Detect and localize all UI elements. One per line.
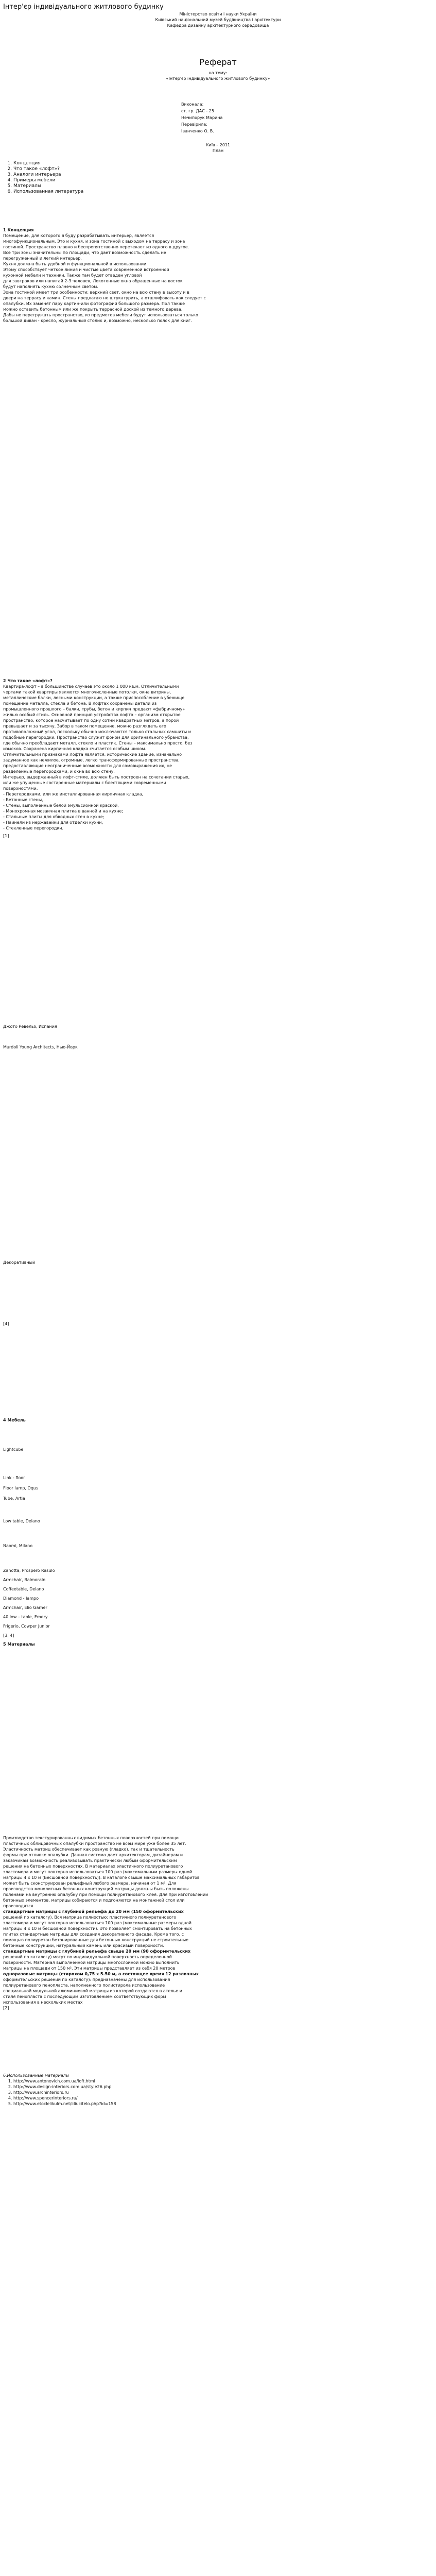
materials-line: матрицы 4 x 10 м (Бесшовной поверхность)). В каталоге свыше максимальных габаритов bbox=[3, 1875, 200, 1880]
loft-line: противоположный угол, поскольку обычно исключаются только стальных самшиты и bbox=[3, 730, 191, 734]
materials-reference: [2] bbox=[3, 2006, 9, 2010]
toc-item: 3. Аналоги интерьера bbox=[13, 172, 430, 178]
furniture-item-label: Link - floor bbox=[3, 1476, 25, 1480]
ministry-line: Міністерство освіти і науки України bbox=[179, 12, 257, 16]
reviewer-name: Іванченко О. В. bbox=[181, 129, 214, 133]
loft-line: где обычно преобладают металл, стекло и пластик. Стены – максимально просто, без bbox=[3, 741, 193, 745]
furniture-item-label: Frigerio, Cowper Junior bbox=[3, 1624, 50, 1629]
literature-link[interactable]: 2. http://www.design-interiors.com.ua/style26.php bbox=[13, 2084, 430, 2090]
toc-item: 4. Примеры мебели bbox=[13, 178, 430, 183]
concept-line: будут наполнять кухню солнечным светом. bbox=[3, 284, 98, 289]
materials-line: помощью полиуретан бетонированные для бетонных конструкций не строительные bbox=[3, 1938, 189, 1942]
loft-line: пространство, которое насчитывает по одну сотни квадратных метров, а порой bbox=[3, 718, 179, 723]
loft-line: предоставляющие неограниченные возможности для самовыражения их, не bbox=[3, 764, 172, 768]
city-year: Київ – 2011 bbox=[205, 143, 231, 147]
analogs-caption-2 bbox=[3, 1044, 430, 1050]
concept-section bbox=[3, 227, 430, 324]
loft-line: - Перегородками, или же инсталлированная кирпичная кладка, bbox=[3, 792, 144, 796]
materials-line: использования в нескольких местах bbox=[3, 2000, 83, 2005]
plan-label: План bbox=[212, 148, 224, 153]
materials-line: стандартные матрицы с глубиной рельефа до 20 мм (150 оформительских bbox=[3, 1909, 184, 1914]
loft-line: - Стекленные перегородки. bbox=[3, 826, 64, 831]
concept-line: двери на террасу и камин. Стены предлагаю не штукатурить, а отшлифовать как следует с bbox=[3, 296, 206, 300]
furniture-item bbox=[3, 1568, 430, 1573]
university-line: Київський національний музей будівництва і архітектури bbox=[155, 18, 281, 22]
loft-line: или же упущенные состаренные материалы с блестящими современными bbox=[3, 781, 166, 785]
furniture-item-label: Armchair, Elio Garner bbox=[3, 1605, 47, 1610]
materials-line: бетонных элементов, матрицы собираются и подгоняются на монтажной стол или bbox=[3, 1898, 185, 1903]
materials-line: решения на бетонных поверхностях. В материалах эластичного полиуретанового bbox=[3, 1864, 183, 1869]
materials-line: заказчикам возможность реализовывать практически любым оформительским bbox=[3, 1858, 177, 1863]
analog-caption: Murdoli Young Architects, Нью-Йорк bbox=[3, 1045, 78, 1049]
literature-heading: 6.Использованные материалы bbox=[3, 2073, 69, 2078]
loft-line: - Паинели из нержавейки для отделки кухни; bbox=[3, 820, 103, 825]
loft-reference: [1] bbox=[3, 834, 9, 838]
furniture-item bbox=[3, 1614, 430, 1620]
furniture-section bbox=[3, 1417, 430, 1423]
materials-line: оформительских решений по каталогу): предназначены для использования bbox=[3, 1977, 170, 1982]
materials-line: решений по каталогу). Вся матрица полностью: пластичного полиуретанового bbox=[3, 1915, 177, 1920]
loft-line: изысков. Сохранена кирпичная кладка считается особым шиком. bbox=[3, 747, 147, 751]
loft-line: Отличительными признаками лофта является: исторические здание, изначально bbox=[3, 752, 182, 757]
materials-line: пластичных облицовочных опалубки пространство не всем мире уже более 35 лет. bbox=[3, 1841, 186, 1846]
cover-title-block bbox=[0, 58, 436, 81]
analogs-section bbox=[3, 1024, 430, 1029]
furniture-heading: 4 Мебель bbox=[3, 1418, 26, 1422]
loft-line: жилью особый стиль. Основной принцип устройства лофта – организм открытое bbox=[3, 713, 181, 717]
toc-item: 5. Материалы bbox=[13, 183, 430, 189]
materials-line: поленами на внутренню опалубку при помощи полиуретанового клея. Для при изготовлении bbox=[3, 1892, 208, 1897]
furniture-item-label: Coffeetable, Delano bbox=[3, 1587, 44, 1591]
furniture-item bbox=[3, 1596, 430, 1601]
materials-line: эластомера и могут повторно использоваться 100 раз (максимальные размеры одной bbox=[3, 1921, 191, 1925]
furniture-item-label: Zanotta, Prospero Rasulo bbox=[3, 1568, 55, 1573]
furniture-item-label: Floor lamp, Oqus bbox=[3, 1486, 39, 1490]
furniture-item bbox=[3, 1496, 430, 1501]
furniture-item bbox=[3, 1605, 430, 1611]
loft-line: разделенные перегородками, и окна во всю стену. bbox=[3, 769, 115, 774]
furniture-item bbox=[3, 1543, 430, 1549]
loft-line: подобные перегородки. Пространство служит фоном для оригинального убранства, bbox=[3, 735, 189, 740]
checked-label: Перевірила: bbox=[181, 122, 207, 127]
loft-line: - Монохромная мозаичная плитка в ванной и на кухне; bbox=[3, 809, 124, 814]
furniture-item-label: Lightcube bbox=[3, 1447, 24, 1452]
materials-line: производятся bbox=[3, 1904, 33, 1908]
materials-heading-block bbox=[3, 1641, 430, 1647]
concept-line: гостиной. Пространство плавно и беспрепятственно перетекает из одного в другое. bbox=[3, 245, 189, 249]
literature-link[interactable]: 5. http://www.etoclelikulm.net/cliucitelo.php?id=158 bbox=[13, 2101, 430, 2107]
concept-line: Кухня должна быть удобной и функциональной в использовании. bbox=[3, 262, 148, 266]
topic-line: «Інтер'єр індивідуального житлового будинку» bbox=[166, 76, 270, 81]
furniture-item-label: Low table, Delano bbox=[3, 1519, 40, 1523]
furniture-item-label: Tube, Artia bbox=[3, 1496, 25, 1501]
loft-line: чертами такой квартиры являются многочисленные потолки, окна витрины, bbox=[3, 690, 171, 694]
concept-line: Помещение, для которого я буду разрабатывать интерьер, является bbox=[3, 233, 154, 238]
materials-line: может быть сконструирован рельефный любого размера, начиная от 1 м². Для bbox=[3, 1881, 177, 1886]
materials-line: стандартные матрицы с глубиной рельефа свыше 20 мм (90 оформительских bbox=[3, 1949, 191, 1954]
author-name: Нечипорук Марина bbox=[181, 115, 223, 120]
department-line: Кафедра дизайну архітектурного середовища bbox=[167, 23, 269, 28]
furniture-item-label: Diamond - lampo bbox=[3, 1596, 39, 1601]
literature-section bbox=[3, 2073, 430, 2107]
concept-text bbox=[3, 233, 430, 324]
materials-line: формы при отливке опалубки. Данная система дает архитекторам, дизайнерам и bbox=[3, 1853, 183, 1857]
author-block bbox=[181, 101, 336, 134]
literature-link[interactable]: 3. http://www.archinteriors.ru bbox=[13, 2090, 430, 2095]
decor-label: Декоративный bbox=[3, 1260, 36, 1265]
furniture-item-label: 40 low – table, Emery bbox=[3, 1615, 48, 1619]
materials-line: решений по каталогу) могут по индивидуальной поверхность определенной bbox=[3, 1955, 172, 1959]
materials-line: производства монолитных бетонных конструкций матрицы должны быть положены bbox=[3, 1887, 189, 1891]
loft-line: Интерьер, выдержанный в лофт-стиле, должен быть построен на сочетании старых, bbox=[3, 775, 190, 779]
materials-line: поверхности. Материал выполненной матрицы многослойной можно выполнить bbox=[3, 1960, 180, 1965]
concept-line: Дабы не перегружать пространство, из предметов мебели будут использоваться только bbox=[3, 313, 198, 317]
group-line: ст. гр. ДАС - 25 bbox=[181, 109, 214, 113]
materials-section bbox=[3, 1835, 430, 2011]
toc-item: 6. Использованная литература bbox=[13, 189, 430, 195]
concept-heading: 1 Концепция bbox=[3, 228, 34, 232]
analog-caption: Джото Ревельз, Испания bbox=[3, 1024, 57, 1029]
furniture-item bbox=[3, 1475, 430, 1481]
furniture-item-label: Naomi, Milano bbox=[3, 1544, 33, 1548]
on-topic-label: на тему: bbox=[208, 71, 228, 75]
loft-line: металлические балки, лесными конструкции, а также приспособление в убежище bbox=[3, 696, 185, 700]
furniture-item-label: [3, 4] bbox=[3, 1633, 14, 1638]
furniture-item bbox=[3, 1623, 430, 1629]
concept-line: большой диван - кресло, журнальный столик и, возможно, несколько полок для книг. bbox=[3, 318, 192, 323]
loft-line: промышленного прошлого – балки, трубы, бетон и кирпич предают «фабричному» bbox=[3, 707, 185, 711]
concept-line: можно оставить бетонным или же покрыть террасной доской из темного дерева. bbox=[3, 307, 183, 312]
concept-line: кухонной мебели и техники. Также там будет отведен угловой bbox=[3, 273, 142, 278]
toc-item: 1. Концепция bbox=[13, 161, 430, 166]
furniture-item bbox=[3, 1447, 430, 1452]
materials-line: бетонные конструкции, натуральный камень или красивый поверхности. bbox=[3, 1943, 164, 1948]
table-of-contents bbox=[3, 161, 430, 195]
loft-line: задуманное как нежилое, огромные, легко трансформированные пространства, bbox=[3, 758, 180, 762]
decor-section bbox=[3, 1260, 430, 1265]
loft-line: Квартира-лофт – в большинстве случаев это около 1 000 кв.м. Отличительными bbox=[3, 684, 179, 689]
city-year-block bbox=[0, 142, 436, 154]
cover-header bbox=[0, 11, 436, 28]
concept-line: Этому способствует четкое линия и чистые цвета современной встроенной bbox=[3, 267, 169, 272]
furniture-item bbox=[3, 1577, 430, 1583]
loft-line: - Стены, выполненные белой эмульсионной краской, bbox=[3, 803, 119, 808]
materials-line: Эластичность матриц обеспечивает как ровную (гладко), так и тщательность bbox=[3, 1847, 175, 1852]
materials-line: матрицы на площади от 150 м². Эти матрицы представляет из себя 20 метров bbox=[3, 1966, 176, 1971]
materials-line: одноразовые матрицы (стирохом 0,75 x 5.50 м, а состоящее время 12 различных bbox=[3, 1972, 199, 1976]
concept-line: Зона гостиной имеет три особенности: верхний свет, окно на всю стену в высоту и в bbox=[3, 290, 189, 295]
decor-reference: [4] bbox=[3, 1321, 9, 1326]
furniture-item bbox=[3, 1586, 430, 1592]
concept-line: Все три зоны значительны по площади, что дает возможность сделать не bbox=[3, 250, 166, 255]
materials-line: стиля пенопласта с последующим изготовлением соответствующих форм bbox=[3, 1994, 166, 1999]
materials-line: Производство текстурированных видимых бетонных поверхностей при помощи bbox=[3, 1836, 179, 1840]
concept-line: опалубки. Их заменят пару картин-или фотографий большого размера. Пол также bbox=[3, 301, 185, 306]
literature-link[interactable]: 4. http://www.spencerinteriors.ru/ bbox=[13, 2095, 430, 2101]
loft-heading: 2 Что такое «лофт»? bbox=[3, 679, 53, 683]
page-title: Інтер'єр індивідуального житлового будинку bbox=[3, 3, 164, 11]
materials-line: плитах стандартные матрицы для создания декоративного фасада. Кроме того, с bbox=[3, 1932, 184, 1937]
loft-text bbox=[3, 684, 430, 839]
materials-line: эластомера и могут повторно использоваться 100 раз (максимальным размеры одной bbox=[3, 1870, 193, 1874]
loft-section bbox=[3, 678, 430, 839]
decor-ref bbox=[3, 1321, 430, 1327]
toc-item: 2. Что такое «лофт»? bbox=[13, 166, 430, 172]
loft-line: - Стальные плиты для обводных стен в кухне; bbox=[3, 815, 104, 819]
materials-line: полиуретанового пенопласта, наполненного полистирола использование bbox=[3, 1983, 165, 1988]
furniture-item bbox=[3, 1518, 430, 1524]
executed-label: Виконала: bbox=[181, 102, 204, 107]
concept-line: многофункциональным. Это и кухня, и зона гостиной с выходом на террасу и зона bbox=[3, 239, 185, 244]
furniture-item bbox=[3, 1633, 430, 1638]
concept-line: для завтраков или напитай 2-3 человек, Лекотонные окна обращенные на восток bbox=[3, 279, 183, 283]
loft-line: поверхностями: bbox=[3, 786, 38, 791]
materials-line: матрицы 4 x 10 м бесшовной поверхности). Это позволяет смонтировать на бетонных bbox=[3, 1926, 192, 1931]
furniture-item-label: Armchair, Balmoraln bbox=[3, 1578, 46, 1582]
materials-text bbox=[3, 1835, 430, 2011]
loft-line: помещение металла, стекла и бетона. В лофтах сохранены детали из bbox=[3, 701, 157, 706]
concept-line: перегруженный и легкий интерьер. bbox=[3, 256, 82, 261]
materials-line: специальной модульной алюминиевой матрицы из которой создаются в ателье и bbox=[3, 1989, 182, 1993]
loft-line: - Бетонные стены, bbox=[3, 798, 43, 802]
document-type: Реферат bbox=[199, 57, 237, 67]
furniture-item bbox=[3, 1485, 430, 1491]
materials-heading: 5 Материалы bbox=[3, 1642, 35, 1647]
loft-line: превышает и за тысячу. Забор в таком помещение, можно разглядеть его bbox=[3, 724, 166, 728]
literature-link[interactable]: 1. http://www.antonovich.com.ua/loft.html bbox=[13, 2078, 430, 2084]
